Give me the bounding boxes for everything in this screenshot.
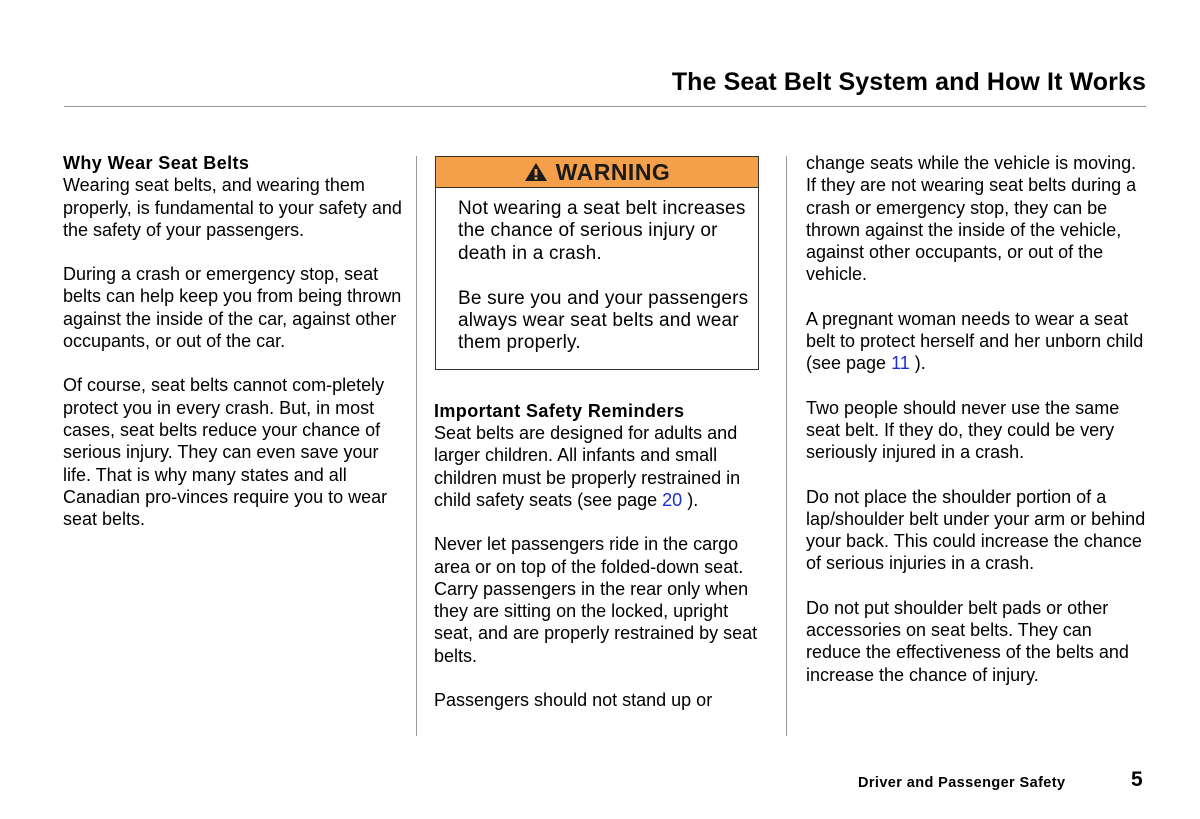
- paragraph: Never let passengers ride in the cargo area or on top of the folded-down seat. Carry passengers in the rear only when they are sitting on the locked, upright seat, and are properly restrained by seat belts.: [434, 534, 758, 666]
- column-2: [434, 152, 764, 733]
- paragraph: Wearing seat belts, and wearing them properly, is fundamental to your safety and the safety of your passengers.: [63, 175, 402, 240]
- warning-header: [436, 157, 758, 188]
- warning-body: [436, 188, 758, 369]
- warning-text: Be sure you and your passengers always wear seat belts and wear them properly.: [458, 287, 749, 354]
- warning-text: Not wearing a seat belt increases the chance of serious injury or death in a crash.: [458, 198, 746, 264]
- warning-triangle-icon: [524, 162, 548, 182]
- paragraph: A pregnant woman needs to wear a seat belt to protect herself and her unborn child (see page 11 ).: [806, 308, 1144, 374]
- paragraph: Do not put shoulder belt pads or other accessories on seat belts. They can reduce the effectiveness of the belts and increase the chance of injury.: [806, 597, 1129, 685]
- column-3: [806, 152, 1151, 708]
- paragraph: Two people should never use the same seat belt. If they do, they could be very seriously injured in a crash.: [806, 397, 1120, 463]
- warning-label: WARNING: [555, 158, 671, 185]
- column-divider-1: [416, 156, 417, 736]
- paragraph: Do not place the shoulder portion of a lap/shoulder belt under your arm or behind your back. This could increase the chance of serious injuries in a crash.: [806, 486, 1146, 574]
- warning-box: [435, 156, 759, 370]
- header-rule: [64, 106, 1146, 107]
- page-link-11[interactable]: 11: [891, 353, 910, 374]
- page-link-20[interactable]: 20: [662, 489, 683, 510]
- column-divider-2: [786, 156, 787, 736]
- paragraph: Passengers should not stand up or: [434, 690, 713, 711]
- paragraph: Of course, seat belts cannot com-pletely protect you in every crash. But, in most cases, seat belts reduce your chance of serious injury. They can even save your life. That is why many states and all Canadian pro-vinces require you to wear seat belts.: [63, 375, 388, 530]
- section-heading-why-wear: Why Wear Seat Belts: [63, 153, 250, 173]
- paragraph: During a crash or emergency stop, seat belts can help keep you from being thrown against the inside of the car, against other occupants, or out of the car.: [63, 264, 402, 352]
- footer-section-title: Driver and Passenger Safety: [858, 775, 1066, 791]
- section-heading-safety-reminders: Important Safety Reminders: [434, 400, 685, 421]
- page-number: 5: [1131, 768, 1143, 791]
- paragraph: change seats while the vehicle is moving. If they are not wearing seat belts during a crash or emergency stop, they can be thrown against the inside of the vehicle, against other occupants, or out of the vehicle.: [806, 153, 1137, 285]
- paragraph: Seat belts are designed for adults and larger children. All infants and small children must be properly restrained in child safety seats (see page 20 ).: [434, 423, 741, 510]
- page-title: The Seat Belt System and How It Works: [671, 68, 1146, 96]
- column-1: [63, 152, 408, 552]
